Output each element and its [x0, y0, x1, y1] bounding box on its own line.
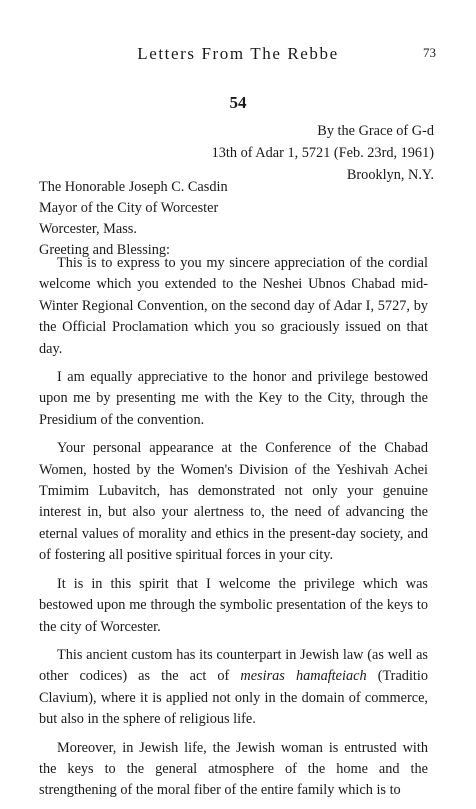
recipient-location: Worcester, Mass.	[39, 221, 137, 237]
paragraph-5-italic-term: mesiras hamafteiach	[240, 668, 367, 685]
paragraph-5	[39, 645, 428, 731]
paragraph-1: This is to express to you my sincere appreciation of the cordial welcome which you extended to the Neshei Ubnos Chabad mid-Winter Regional Convention, on the second day of Adar I, 5727, by the Official Proclamation which you so graciously issued on that day.	[39, 255, 428, 357]
recipient-title: Mayor of the City of Worcester	[39, 200, 219, 216]
paragraph-5-before: This ancient custom has its counterpart in Jewish law (as well as other codices) as the act of	[39, 646, 428, 685]
letter-number: 54	[229, 93, 247, 112]
greeting: Greeting and Blessing:	[39, 242, 171, 258]
dateline-salutation: By the Grace of G-d	[317, 123, 434, 139]
paragraph-4: It is in this spirit that I welcome the privilege which was bestowed upon me through the symbolic presentation of the keys to the city of Worcester.	[39, 575, 428, 635]
paragraph-5-after: (Traditio Clavium), where it is applied not only in the domain of commerce, but also in the sphere of religious life.	[39, 668, 429, 728]
letter-body	[39, 253, 428, 809]
dateline	[212, 120, 434, 186]
paragraph-2: I am equally appreciative to the honor and privilege bestowed upon me by presenting me with the Key to the City, through the Presidium of the convention.	[39, 369, 428, 428]
dateline-place: Brooklyn, N.Y.	[346, 167, 434, 183]
dateline-date: 13th of Adar 1, 5721 (Feb. 23rd, 1961)	[211, 145, 434, 161]
recipient-name: The Honorable Joseph C. Casdin	[39, 179, 228, 195]
paragraph-3: Your personal appearance at the Conference of the Chabad Women, hosted by the Women's Division of the Yeshivah Achei Tmimim Lubavitch, has demonstrated not only your genuine interest in, but also your alertness to, the need of advancing the eternal values of morality and ethics in the present-day society, and of fostering all positive spiritual forces in your city.	[39, 440, 428, 564]
recipient-address	[39, 177, 228, 261]
paragraph-6: Moreover, in Jewish life, the Jewish woman is entrusted with the keys to the general atmosphere of the home and the strengthening of the moral fiber of the entire family which is to	[39, 739, 428, 799]
page-number: 73	[423, 45, 436, 60]
running-head-title: Letters From The Rebbe	[137, 44, 339, 63]
